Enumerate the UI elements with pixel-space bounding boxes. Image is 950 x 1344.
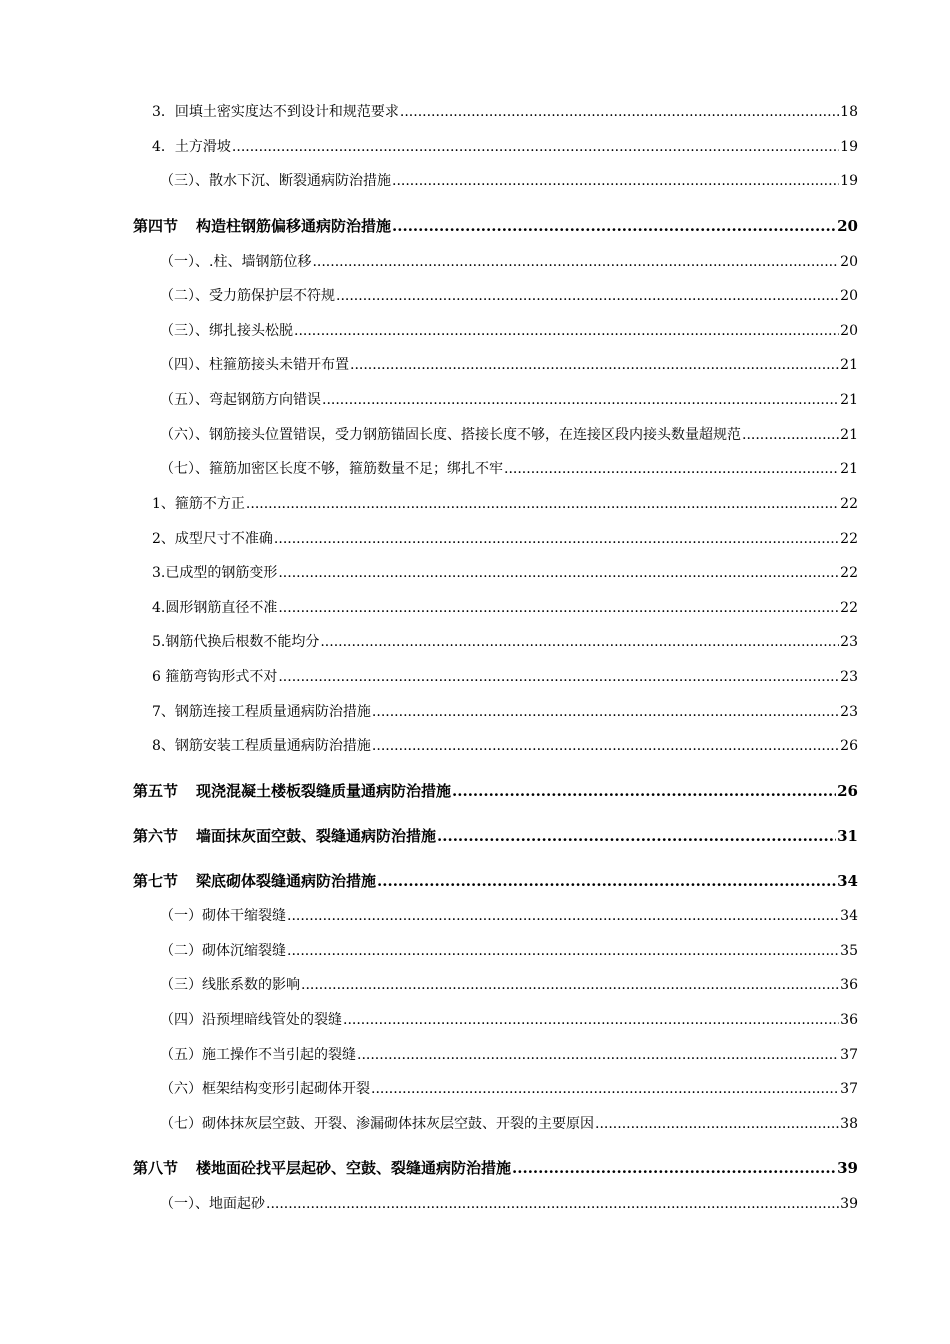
toc-entry-title: 4.圆形钢筋直径不准 <box>152 600 278 616</box>
toc-entry[interactable] <box>160 321 858 341</box>
toc-entry-page: 39 <box>840 1196 858 1212</box>
toc-entry-title: 现浇混凝土楼板裂缝质量通病防治措施 <box>196 782 452 800</box>
toc-entry[interactable] <box>152 102 858 122</box>
toc-leader-dots <box>452 781 836 801</box>
toc-entry[interactable] <box>160 1045 858 1065</box>
toc-section-heading[interactable] <box>133 871 858 891</box>
toc-section-number: 第四节 <box>133 217 179 235</box>
toc-entry-title: （四）沿预埋暗线管处的裂缝 <box>160 1012 342 1028</box>
toc-leader-dots <box>294 321 839 341</box>
toc-entry-title: 3.已成型的钢筋变形 <box>152 565 278 581</box>
toc-section-number: 第六节 <box>133 827 179 845</box>
toc-entry[interactable] <box>160 252 858 272</box>
toc-entry-title: （五）、弯起钢筋方向错误 <box>160 392 321 408</box>
toc-leader-dots <box>392 216 836 236</box>
toc-leader-dots <box>371 1079 839 1099</box>
toc-entry[interactable] <box>160 286 858 306</box>
toc-leader-dots <box>232 137 839 157</box>
toc-entry[interactable] <box>160 1114 858 1134</box>
toc-leader-dots <box>320 632 839 652</box>
toc-entry-page: 34 <box>837 872 858 890</box>
toc-entry-page: 26 <box>837 782 858 800</box>
toc-entry[interactable] <box>152 598 858 618</box>
toc-entry-title: 3．回填土密实度达不到设计和规范要求 <box>152 104 399 120</box>
toc-leader-dots <box>278 598 839 618</box>
toc-leader-dots <box>301 975 839 995</box>
toc-entry[interactable] <box>160 355 858 375</box>
toc-entry-page: 20 <box>840 254 858 270</box>
toc-entry-title: （三）、散水下沉、断裂通病防治措施 <box>160 173 391 189</box>
toc-entry[interactable] <box>160 1194 858 1214</box>
toc-entry-page: 21 <box>840 357 858 373</box>
toc-entry-title: 7、钢筋连接工程质量通病防治措施 <box>152 704 371 720</box>
toc-entry[interactable] <box>152 563 858 583</box>
toc-entry[interactable] <box>160 1079 858 1099</box>
toc-entry-title: 楼地面砼找平层起砂、空鼓、裂缝通病防治措施 <box>196 1159 512 1177</box>
toc-entry-page: 19 <box>840 139 858 155</box>
toc-entry-title: 梁底砌体裂缝通病防治措施 <box>196 872 377 890</box>
toc-entry-title: 1、箍筋不方正 <box>152 496 245 512</box>
toc-entry[interactable] <box>152 736 858 756</box>
toc-section-heading[interactable] <box>133 826 858 846</box>
toc-entry[interactable] <box>152 632 858 652</box>
toc-entry[interactable] <box>160 975 858 995</box>
toc-leader-dots <box>392 171 839 191</box>
toc-leader-dots <box>274 529 839 549</box>
toc-entry-page: 23 <box>840 669 858 685</box>
toc-entry-page: 18 <box>840 104 858 120</box>
toc-entry-title: （七）砌体抹灰层空鼓、开裂、渗漏砌体抹灰层空鼓、开裂的主要原因 <box>160 1116 594 1132</box>
toc-entry-page: 36 <box>840 977 858 993</box>
toc-entry-title: （四）、柱箍筋接头未错开布置 <box>160 357 349 373</box>
toc-entry-title: （五）施工操作不当引起的裂缝 <box>160 1047 356 1063</box>
toc-section-number: 第七节 <box>133 872 179 890</box>
toc-leader-dots <box>512 1158 836 1178</box>
toc-leader-dots <box>343 1010 839 1030</box>
toc-entry-title: （一）、.柱、墙钢筋位移 <box>160 254 312 270</box>
toc-entry-page: 22 <box>840 531 858 547</box>
toc-entry-page: 39 <box>837 1159 858 1177</box>
toc-leader-dots <box>372 702 839 722</box>
toc-entry-title: （二）砌体沉缩裂缝 <box>160 943 286 959</box>
toc-entry-page: 36 <box>840 1012 858 1028</box>
toc-entry-page: 21 <box>840 461 858 477</box>
toc-leader-dots <box>312 252 839 272</box>
toc-entry-page: 21 <box>840 427 858 443</box>
toc-entry-page: 22 <box>840 565 858 581</box>
toc-entry-page: 20 <box>840 323 858 339</box>
toc-section-heading[interactable] <box>133 781 858 801</box>
toc-leader-dots <box>357 1045 839 1065</box>
toc-entry[interactable] <box>160 906 858 926</box>
toc-entry-page: 37 <box>840 1081 858 1097</box>
toc-entry-page: 21 <box>840 392 858 408</box>
toc-leader-dots <box>266 1194 839 1214</box>
toc-entry[interactable] <box>160 171 858 191</box>
toc-section-heading[interactable] <box>133 1158 858 1178</box>
toc-leader-dots <box>437 826 836 846</box>
toc-section-number: 第八节 <box>133 1159 179 1177</box>
toc-entry-page: 31 <box>837 827 858 845</box>
toc-entry[interactable] <box>160 1010 858 1030</box>
toc-entry[interactable] <box>160 390 858 410</box>
toc-entry-page: 20 <box>837 217 858 235</box>
toc-entry[interactable] <box>152 137 858 157</box>
toc-entry-title: （一）砌体干缩裂缝 <box>160 908 286 924</box>
toc-entry-title: （六）框架结构变形引起砌体开裂 <box>160 1081 370 1097</box>
toc-entry[interactable] <box>152 529 858 549</box>
toc-entry-title: （三）、绑扎接头松脱 <box>160 323 293 339</box>
toc-entry-page: 22 <box>840 496 858 512</box>
toc-entry-title: 2、成型尺寸不准确 <box>152 531 273 547</box>
toc-leader-dots <box>595 1114 839 1134</box>
toc-entry-title: （三）线胀系数的影响 <box>160 977 300 993</box>
toc-leader-dots <box>287 941 839 961</box>
toc-entry-title: 构造柱钢筋偏移通病防治措施 <box>196 217 392 235</box>
toc-entry-page: 22 <box>840 600 858 616</box>
toc-leader-dots <box>287 906 839 926</box>
toc-leader-dots <box>372 736 839 756</box>
toc-entry-page: 20 <box>840 288 858 304</box>
toc-leader-dots <box>322 390 839 410</box>
toc-entry[interactable] <box>152 702 858 722</box>
toc-entry-title: （一）、地面起砂 <box>160 1196 265 1212</box>
toc-entry-title: 5.钢筋代换后根数不能均分 <box>152 634 320 650</box>
toc-leader-dots <box>350 355 839 375</box>
toc-entry-title: 4．土方滑坡 <box>152 139 231 155</box>
toc-entry-title: （六）、钢筋接头位置错误，受力钢筋锚固长度、搭接长度不够，在连接区段内接头数量超规范 <box>160 427 741 443</box>
toc-entry-page: 37 <box>840 1047 858 1063</box>
toc-entry[interactable] <box>152 667 858 687</box>
toc-entry-title: 6 箍筋弯钩形式不对 <box>152 669 278 685</box>
toc-entry-page: 19 <box>840 173 858 189</box>
toc-leader-dots <box>278 667 839 687</box>
toc-entry-page: 34 <box>840 908 858 924</box>
toc-entry-title: 墙面抹灰面空鼓、裂缝通病防治措施 <box>196 827 437 845</box>
toc-entry-title: （七）、箍筋加密区长度不够，箍筋数量不足；绑扎不牢 <box>160 461 503 477</box>
toc-entry-title: 8、钢筋安装工程质量通病防治措施 <box>152 738 371 754</box>
toc-entry[interactable] <box>160 459 858 479</box>
toc-entry-page: 23 <box>840 634 858 650</box>
toc-entry-page: 23 <box>840 704 858 720</box>
toc-entry[interactable] <box>152 494 858 514</box>
toc-leader-dots <box>278 563 839 583</box>
toc-leader-dots <box>742 425 839 445</box>
toc-leader-dots <box>336 286 839 306</box>
toc-entry-page: 35 <box>840 943 858 959</box>
toc-entry-page: 38 <box>840 1116 858 1132</box>
toc-leader-dots <box>377 871 836 891</box>
toc-section-number: 第五节 <box>133 782 179 800</box>
toc-leader-dots <box>400 102 839 122</box>
toc-entry-title: （二）、受力筋保护层不符规 <box>160 288 335 304</box>
toc-entry[interactable] <box>160 941 858 961</box>
toc-entry-page: 26 <box>840 738 858 754</box>
toc-entry[interactable] <box>160 425 858 445</box>
toc-section-heading[interactable] <box>133 216 858 236</box>
toc-leader-dots <box>504 459 839 479</box>
toc-leader-dots <box>246 494 839 514</box>
